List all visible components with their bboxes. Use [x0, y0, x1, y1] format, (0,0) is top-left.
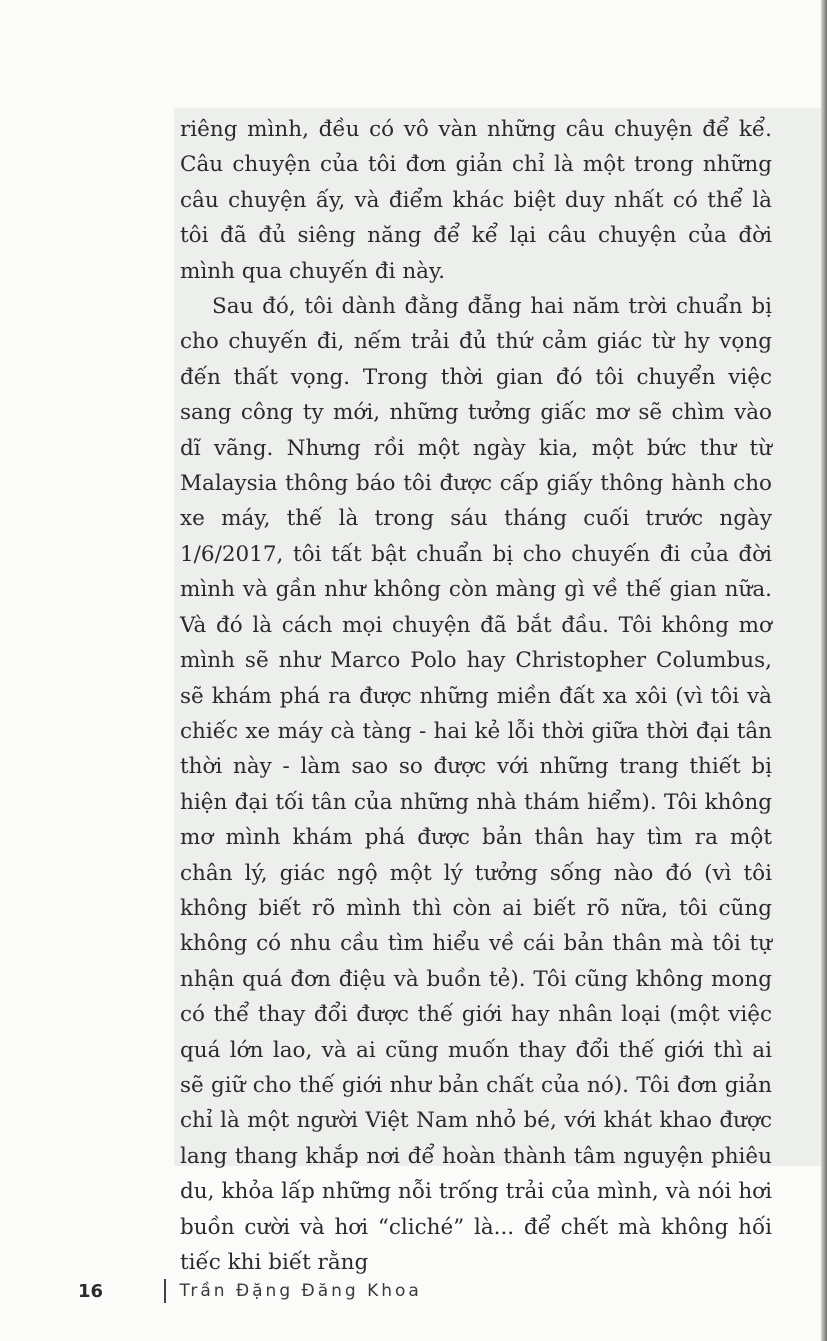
paragraph-continued: riêng mình, đều có vô vàn những câu chuyện để kể. Câu chuyện của tôi đơn giản chỉ là một trong những câu chuyện ấy, và điểm khác biệt duy nhất có thể là tôi đã đủ siêng năng để kể lại câu chuyện của đời mình qua chuyến đi này.	[180, 117, 772, 284]
body-text	[180, 112, 772, 1280]
page-number: 16	[78, 1280, 104, 1302]
running-head-author: Trần Đặng Đăng Khoa	[179, 1281, 422, 1301]
page-edge-shadow	[821, 0, 827, 1341]
paragraph: Sau đó, tôi dành đằng đẵng hai năm trời chuẩn bị cho chuyến đi, nếm trải đủ thứ cảm giác từ hy vọng đến thất vọng. Trong thời gian đó tôi chuyển việc sang công ty mới, những tưởng giấc mơ sẽ chìm vào dĩ vãng. Nhưng rồi một ngày kia, một bức thư từ Malaysia thông báo tôi được cấp giấy thông hành cho xe máy, thế là trong sáu tháng cuối trước ngày 1/6/2017, tôi tất bật chuẩn bị cho chuyến đi của đời mình và gần như không còn màng gì về thế gian nữa. Và đó là cách mọi chuyện đã bắt đầu. Tôi không mơ mình sẽ như Marco Polo hay Christopher Columbus, sẽ khám phá ra được những miền đất xa xôi (vì tôi và chiếc xe máy cà tàng - hai kẻ lỗi thời giữa thời đại tân thời này - làm sao so được với những trang thiết bị hiện đại tối tân của những nhà thám hiểm). Tôi không mơ mình khám phá được bản thân hay tìm ra một chân lý, giác ngộ một lý tưởng sống nào đó (vì tôi không biết rõ mình thì còn ai biết rõ nữa, tôi cũng không có nhu cầu tìm hiểu về cái bản thân mà tôi tự nhận quá đơn điệu và buồn tẻ). Tôi cũng không mong có thể thay đổi được thế giới hay nhân loại (một việc quá lớn lao, và ai cũng muốn thay đổi thế giới thì ai sẽ giữ cho thế giới như bản chất của nó). Tôi đơn giản chỉ là một người Việt Nam nhỏ bé, với khát khao được lang thang khắp nơi để hoàn thành tâm nguyện phiêu du, khỏa lấp những nỗi trống trải của mình, và nói hơi buồn cười và hơi “cliché” là... để chết mà không hối tiếc khi biết rằng	[180, 294, 772, 1275]
footer-divider	[164, 1279, 166, 1303]
page-footer	[78, 1276, 638, 1306]
